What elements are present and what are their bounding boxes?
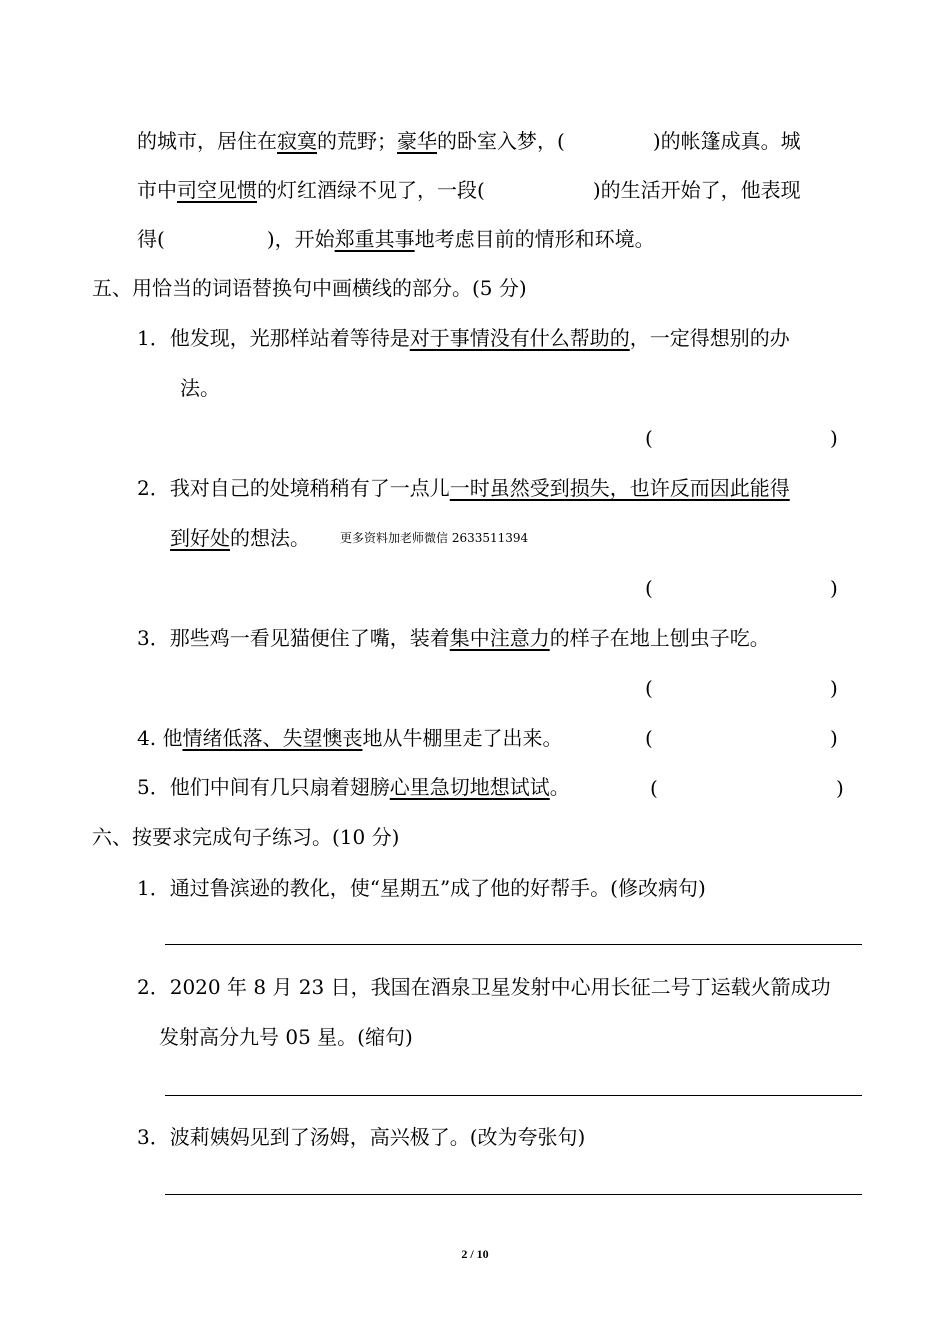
s6-question-2: 2．2020 年 8 月 23 日，我国在酒泉卫星发射中心用长征二号丁运载火箭成功 <box>137 975 831 999</box>
underlined-phrase: 情绪低落、失望懊丧 <box>182 726 363 750</box>
question-text: 地从牛棚里走了出来。 <box>362 726 563 750</box>
passage-text: 的城市，居住在 <box>137 129 277 153</box>
answer-paren-close: ) <box>830 426 838 450</box>
s6-question-3: 3．波莉姨妈见到了汤姆，高兴极了。(改为夸张句) <box>137 1125 586 1149</box>
passage-text: 地考虑目前的情形和环境。 <box>414 227 655 251</box>
passage-text: )，开始 <box>266 227 335 251</box>
passage-text: 得( <box>137 227 165 251</box>
section-6-heading: 六、按要求完成句子练习。(10 分) <box>92 825 400 849</box>
passage-text: 的灯红酒绿不见了，一段( <box>257 178 485 202</box>
question-text: 3．那些鸡一看见猫便住了嘴，装着 <box>137 626 450 650</box>
answer-paren-open: ( <box>645 426 653 450</box>
question-text: 1．他发现，光那样站着等待是 <box>137 326 410 350</box>
underlined-phrase: 到好处 <box>170 526 230 550</box>
answer-paren-open: ( <box>645 726 653 750</box>
passage-text: 市中 <box>137 178 177 202</box>
question-text: 4. 他 <box>137 726 183 750</box>
s5-question-5 <box>137 772 570 802</box>
answer-line[interactable] <box>165 1095 862 1096</box>
underlined-word: 豪华 <box>397 129 437 153</box>
passage-text: 的卧室入梦，( <box>437 129 565 153</box>
underlined-phrase: 心里急切地想试试 <box>389 775 550 799</box>
question-text: 。 <box>549 775 570 799</box>
s5-question-4 <box>137 723 562 753</box>
s5-question-2 <box>137 473 790 503</box>
answer-paren-open: ( <box>645 676 653 700</box>
passage-line-1 <box>137 126 801 156</box>
s6-question-1: 1．通过鲁滨逊的教化，使“星期五”成了他的好帮手。(修改病句) <box>137 876 706 900</box>
passage-line-2 <box>137 175 801 205</box>
s6-question-2-cont: 发射高分九号 05 星。(缩句) <box>159 1025 413 1049</box>
underlined-phrase: 一时虽然受到损失，也许反而因此能得 <box>449 476 790 500</box>
question-text: 的想法。 <box>230 526 310 550</box>
question-text: ，一定得想别的办 <box>629 326 790 350</box>
underlined-phrase: 集中注意力 <box>449 626 550 650</box>
underlined-word: 郑重其事 <box>334 227 415 251</box>
s5-question-1 <box>137 323 790 353</box>
answer-paren-close: ) <box>830 726 838 750</box>
passage-text: )的帐篷成真。城 <box>652 129 801 153</box>
answer-paren-close: ) <box>836 776 844 800</box>
question-text: 的样子在地上刨虫子吃。 <box>549 626 770 650</box>
answer-line[interactable] <box>165 1194 862 1195</box>
page-number: 2 / 10 <box>461 1247 489 1261</box>
passage-text: )的生活开始了，他表现 <box>592 178 801 202</box>
underlined-phrase: 对于事情没有什么帮助的 <box>409 326 630 350</box>
s5-question-3 <box>137 623 770 653</box>
question-text: 2．我对自己的处境稍稍有了一点儿 <box>137 476 450 500</box>
answer-paren-open: ( <box>650 776 658 800</box>
s5-question-1-cont: 法。 <box>180 376 220 400</box>
passage-text: 的荒野； <box>317 129 397 153</box>
question-text: 5．他们中间有几只扇着翅膀 <box>137 775 390 799</box>
watermark-note: 更多资料加老师微信 2633511394 <box>340 531 529 545</box>
s5-question-2-cont <box>170 523 528 553</box>
underlined-word: 司空见惯 <box>177 178 257 202</box>
underlined-word: 寂寞 <box>277 129 317 153</box>
answer-line[interactable] <box>165 944 862 945</box>
answer-paren-close: ) <box>830 576 838 600</box>
passage-line-3 <box>137 224 655 254</box>
answer-paren-open: ( <box>645 576 653 600</box>
section-5-heading: 五、用恰当的词语替换句中画横线的部分。(5 分) <box>92 276 527 300</box>
answer-paren-close: ) <box>830 676 838 700</box>
